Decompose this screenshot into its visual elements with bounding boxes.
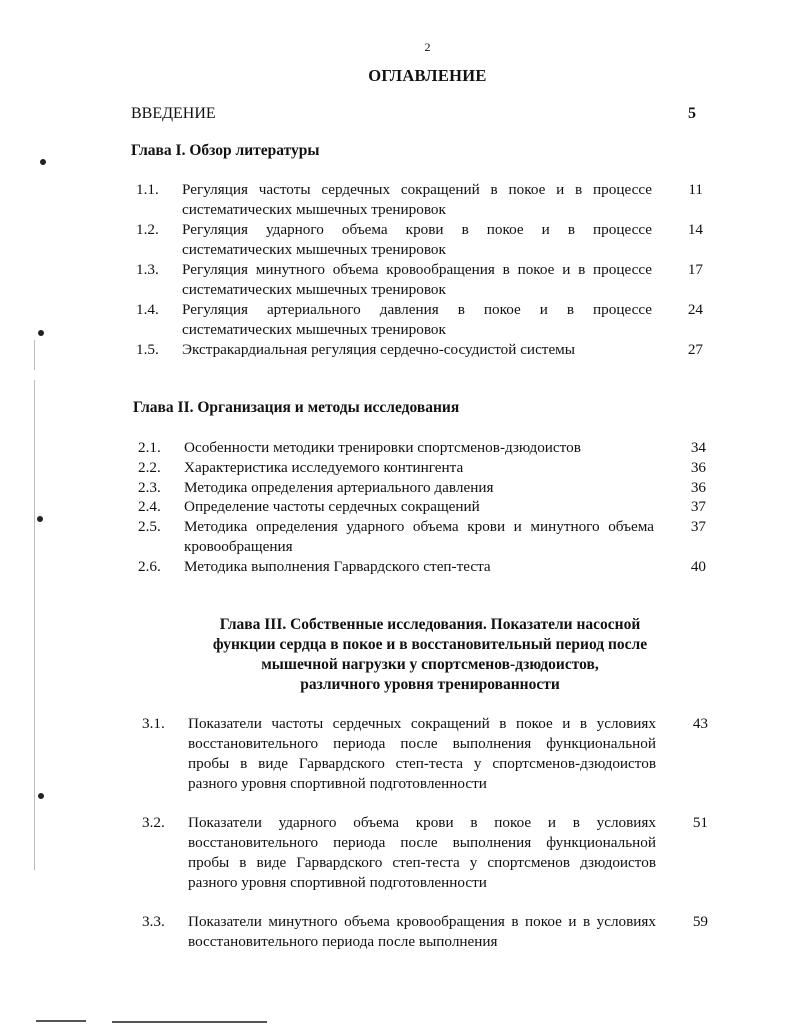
entry-text: Экстракардиальная регуляция сердечно-сосудистой системы (182, 341, 575, 358)
chapter-2-heading: Глава II. Организация и методы исследования (133, 399, 460, 416)
scan-hole-mark (37, 516, 43, 522)
entry-text: Определение частоты сердечных сокращений (184, 498, 480, 515)
entry-text: Характеристика исследуемого контингента (184, 459, 464, 476)
scan-edge-line (34, 380, 35, 870)
toc-entry (142, 912, 722, 952)
entry-page: 34 (690, 439, 706, 456)
entry-number: 2.2. (138, 459, 161, 476)
entry-page: 17 (687, 261, 703, 278)
intro-label: ВВЕДЕНИЕ (131, 105, 216, 122)
scan-edge-line (34, 340, 35, 370)
entry-page: 37 (690, 498, 706, 515)
entry-number: 1.2. (136, 221, 159, 238)
chapter-3-heading (150, 615, 710, 695)
entry-page: 43 (692, 715, 708, 732)
entry-page: 14 (687, 221, 703, 238)
entry-page: 37 (690, 518, 706, 535)
entry-page: 36 (690, 479, 706, 496)
entry-text: Особенности методики тренировки спортсменов-дзюдоистов (184, 439, 581, 456)
entry-text: Методика выполнения Гарвардского степ-теста (184, 558, 491, 575)
entry-page: 59 (692, 913, 708, 930)
scan-hole-mark (40, 159, 46, 165)
scan-bottom-rule (36, 1020, 86, 1022)
entry-text: Регуляция ударного объема крови в покое и в процессе систематических мышечных тренировок (182, 221, 652, 258)
entry-page: 27 (687, 341, 703, 358)
entry-text: Регуляция артериального давления в покое и в процессе систематических мышечных тренировок (182, 301, 652, 338)
entry-text: Методика определения ударного объема крови и минутного объема кровообращения (184, 518, 654, 555)
chapter-3-heading-line: мышечной нагрузки у спортсменов-дзюдоистов, (261, 656, 599, 673)
scan-hole-mark (38, 793, 44, 799)
entry-number: 1.3. (136, 261, 159, 278)
entry-number: 2.3. (138, 479, 161, 496)
entry-page: 36 (690, 459, 706, 476)
entry-number: 2.1. (138, 439, 161, 456)
entry-number: 1.4. (136, 301, 159, 318)
entry-text: Регуляция минутного объема кровообращения в покое и в процессе систематических мышечных тренировок (182, 261, 652, 298)
entry-number: 1.5. (136, 341, 159, 358)
chapter-3-heading-line: Глава III. Собственные исследования. Показатели насосной (219, 616, 641, 633)
chapter-3-heading-line: различного уровня тренированности (300, 676, 560, 693)
scan-bottom-rule (112, 1021, 267, 1023)
entry-number: 3.2. (142, 814, 165, 831)
entry-number: 2.6. (138, 558, 161, 575)
page-number: 2 (424, 40, 431, 54)
entry-text: Методика определения артериального давления (184, 479, 494, 496)
entry-page: 11 (688, 181, 703, 198)
entry-number: 3.3. (142, 913, 165, 930)
page-title: ОГЛАВЛЕНИЕ (368, 66, 487, 85)
entry-number: 2.5. (138, 518, 161, 535)
entry-number: 2.4. (138, 498, 161, 515)
entry-text: Показатели частоты сердечных сокращений в покое и в условиях восстановительного периода после выполнения функциональной пробы в виде Гарвардского степ-теста у спортсменов-дзюдоистов разного уровня спортивной подготовленности (188, 715, 656, 792)
chapter-3-heading-line: функции сердца в покое и в восстановительный период после (212, 636, 648, 653)
scan-hole-mark (38, 330, 44, 336)
entry-text: Регуляция частоты сердечных сокращений в покое и в процессе систематических мышечных тренировок (182, 181, 652, 218)
entry-page: 51 (692, 814, 708, 831)
entry-number: 1.1. (136, 181, 159, 198)
chapter-1-heading: Глава I. Обзор литературы (131, 142, 320, 159)
entry-text: Показатели ударного объема крови в покое и в условиях восстановительного периода после выполнения функциональной пробы в виде Гарвардского степ-теста у спортсменов дзюдоистов разного уровня спортивной подготовленности (188, 814, 656, 891)
entry-number: 3.1. (142, 715, 165, 732)
entry-page: 40 (690, 558, 706, 575)
entry-text: Показатели минутного объема кровообращения в покое и в условиях восстановительного периода после выполнения (188, 913, 656, 950)
intro-page: 5 (688, 105, 696, 122)
entry-page: 24 (687, 301, 703, 318)
